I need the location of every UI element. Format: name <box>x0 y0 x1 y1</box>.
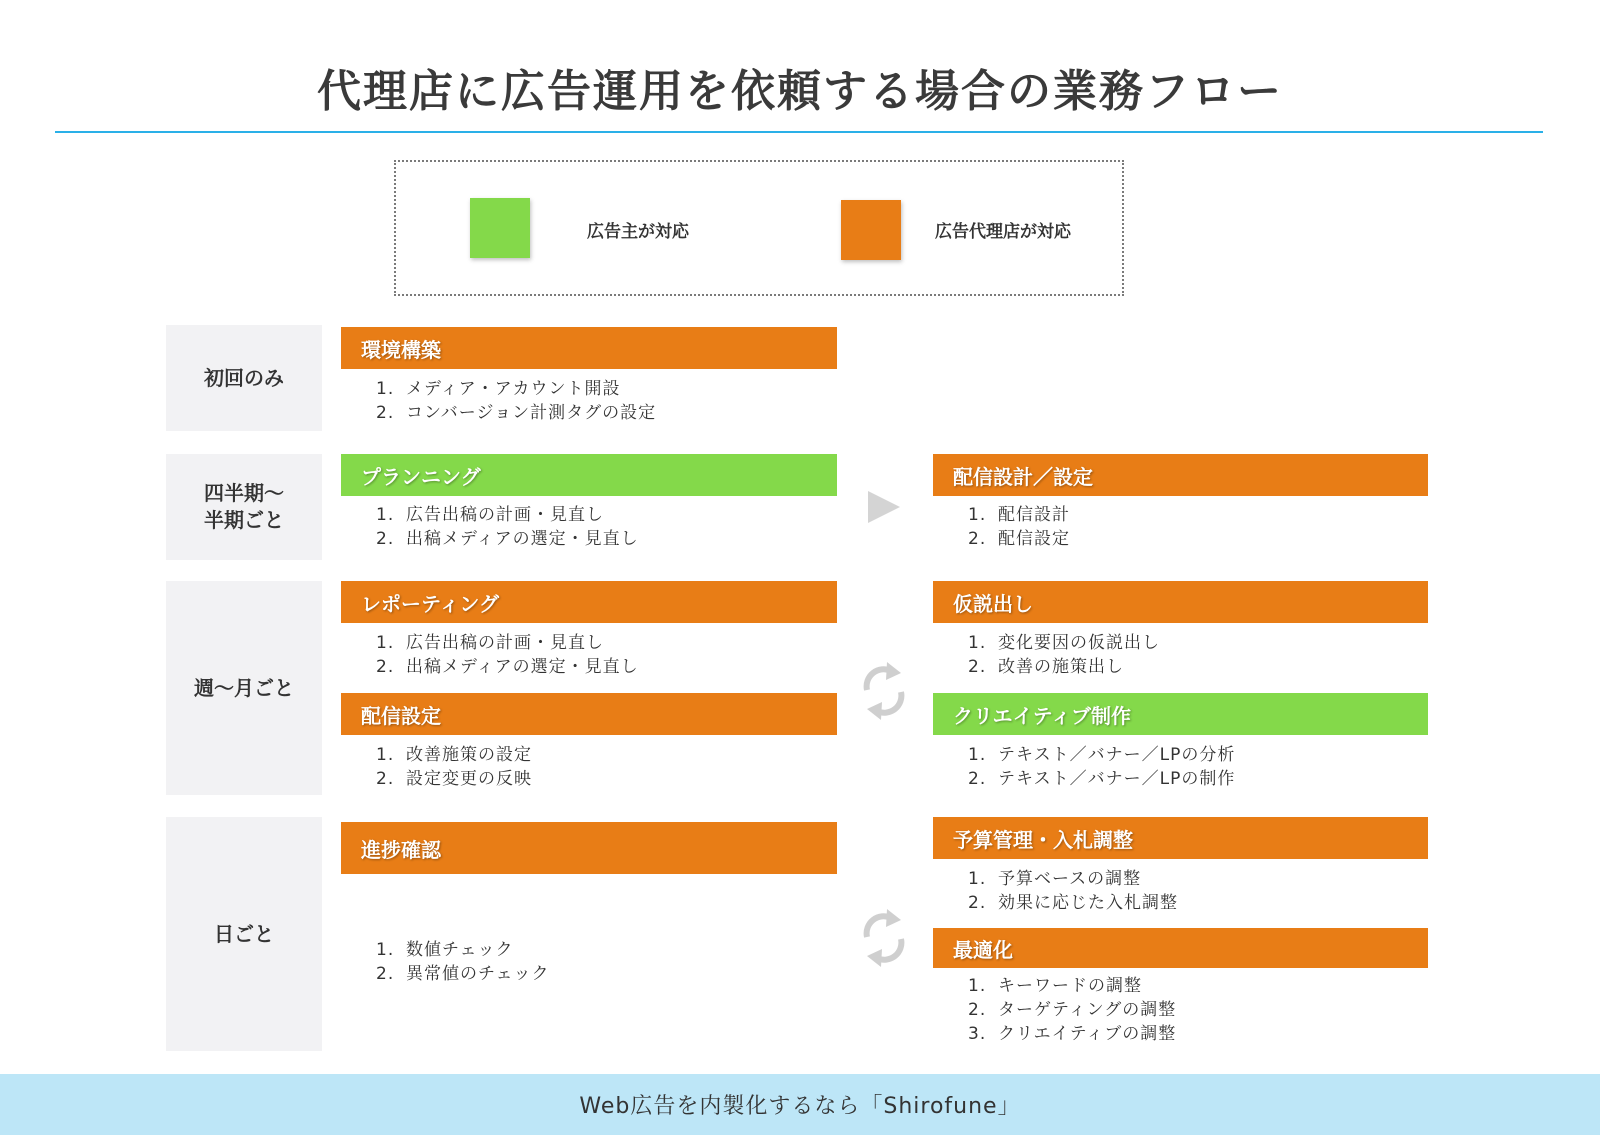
list-item: 2. 効果に応じた入札調整 <box>968 893 1178 913</box>
task-header-planning: プランニング <box>341 454 837 496</box>
legend-label-agency: 広告代理店が対応 <box>935 222 1071 242</box>
task-list-delivery-design <box>968 503 1070 551</box>
arrow-right-icon <box>866 489 902 525</box>
page-title: 代理店に広告運用を依頼する場合の業務フロー <box>317 66 1283 117</box>
list-item: 2. 出稿メディアの選定・見直し <box>376 529 639 549</box>
row-label-weekly-monthly: 週〜月ごと <box>166 581 322 795</box>
list-item: 2. 出稿メディアの選定・見直し <box>376 657 639 677</box>
title-divider <box>55 131 1543 133</box>
legend-box <box>394 160 1124 296</box>
task-header-reporting: レポーティング <box>341 581 837 623</box>
list-item: 1. 予算ベースの調整 <box>968 869 1142 889</box>
task-list-creative-production <box>968 743 1235 791</box>
cycle-arrows-icon <box>853 656 915 726</box>
task-header-creative-production: クリエイティブ制作 <box>933 693 1428 735</box>
list-item: 1. テキスト／バナー／LPの分析 <box>968 745 1236 765</box>
list-item: 2. ターゲティングの調整 <box>968 1000 1177 1020</box>
list-item: 2. 改善の施策出し <box>968 657 1124 677</box>
task-header-environment-setup: 環境構築 <box>341 327 837 369</box>
footer-banner: Web広告を内製化するなら「Shirofune」 <box>0 1074 1600 1135</box>
task-header-hypothesis: 仮説出し <box>933 581 1428 623</box>
legend-label-advertiser: 広告主が対応 <box>587 222 689 242</box>
list-item: 1. 変化要因の仮説出し <box>968 633 1160 653</box>
task-list-optimization <box>968 974 1176 1046</box>
task-list-reporting <box>376 631 639 679</box>
list-item: 1. 広告出稿の計画・見直し <box>376 633 604 653</box>
task-header-delivery-settings: 配信設定 <box>341 693 837 735</box>
task-header-budget-bidding: 予算管理・入札調整 <box>933 817 1428 859</box>
list-item: 1. 数値チェック <box>376 940 514 960</box>
list-item: 2. テキスト／バナー／LPの制作 <box>968 769 1236 789</box>
list-item: 1. キーワードの調整 <box>968 976 1142 996</box>
list-item: 2. コンバージョン計測タグの設定 <box>376 403 657 423</box>
task-header-optimization: 最適化 <box>933 928 1428 968</box>
list-item: 1. 改善施策の設定 <box>376 745 532 765</box>
legend-swatch-agency <box>841 200 901 260</box>
row-label-first-time: 初回のみ <box>166 325 322 431</box>
cycle-arrows-icon <box>853 903 915 973</box>
list-item: 3. クリエイティブの調整 <box>968 1024 1177 1044</box>
row-label-quarterly: 四半期〜 半期ごと <box>166 454 322 560</box>
task-header-progress-check: 進捗確認 <box>341 822 837 874</box>
task-header-delivery-design: 配信設計／設定 <box>933 454 1428 496</box>
legend-swatch-advertiser <box>470 198 530 258</box>
task-list-progress-check <box>376 938 550 986</box>
task-list-planning <box>376 503 639 551</box>
list-item: 2. 異常値のチェック <box>376 964 550 984</box>
list-item: 2. 設定変更の反映 <box>376 769 532 789</box>
task-list-budget-bidding <box>968 867 1178 915</box>
list-item: 2. 配信設定 <box>968 529 1070 549</box>
task-list-environment-setup <box>376 377 656 425</box>
row-label-daily: 日ごと <box>166 817 322 1051</box>
task-list-hypothesis <box>968 631 1160 679</box>
list-item: 1. メディア・アカウント開設 <box>376 379 621 399</box>
list-item: 1. 広告出稿の計画・見直し <box>376 505 604 525</box>
task-list-delivery-settings <box>376 743 532 791</box>
list-item: 1. 配信設計 <box>968 505 1070 525</box>
